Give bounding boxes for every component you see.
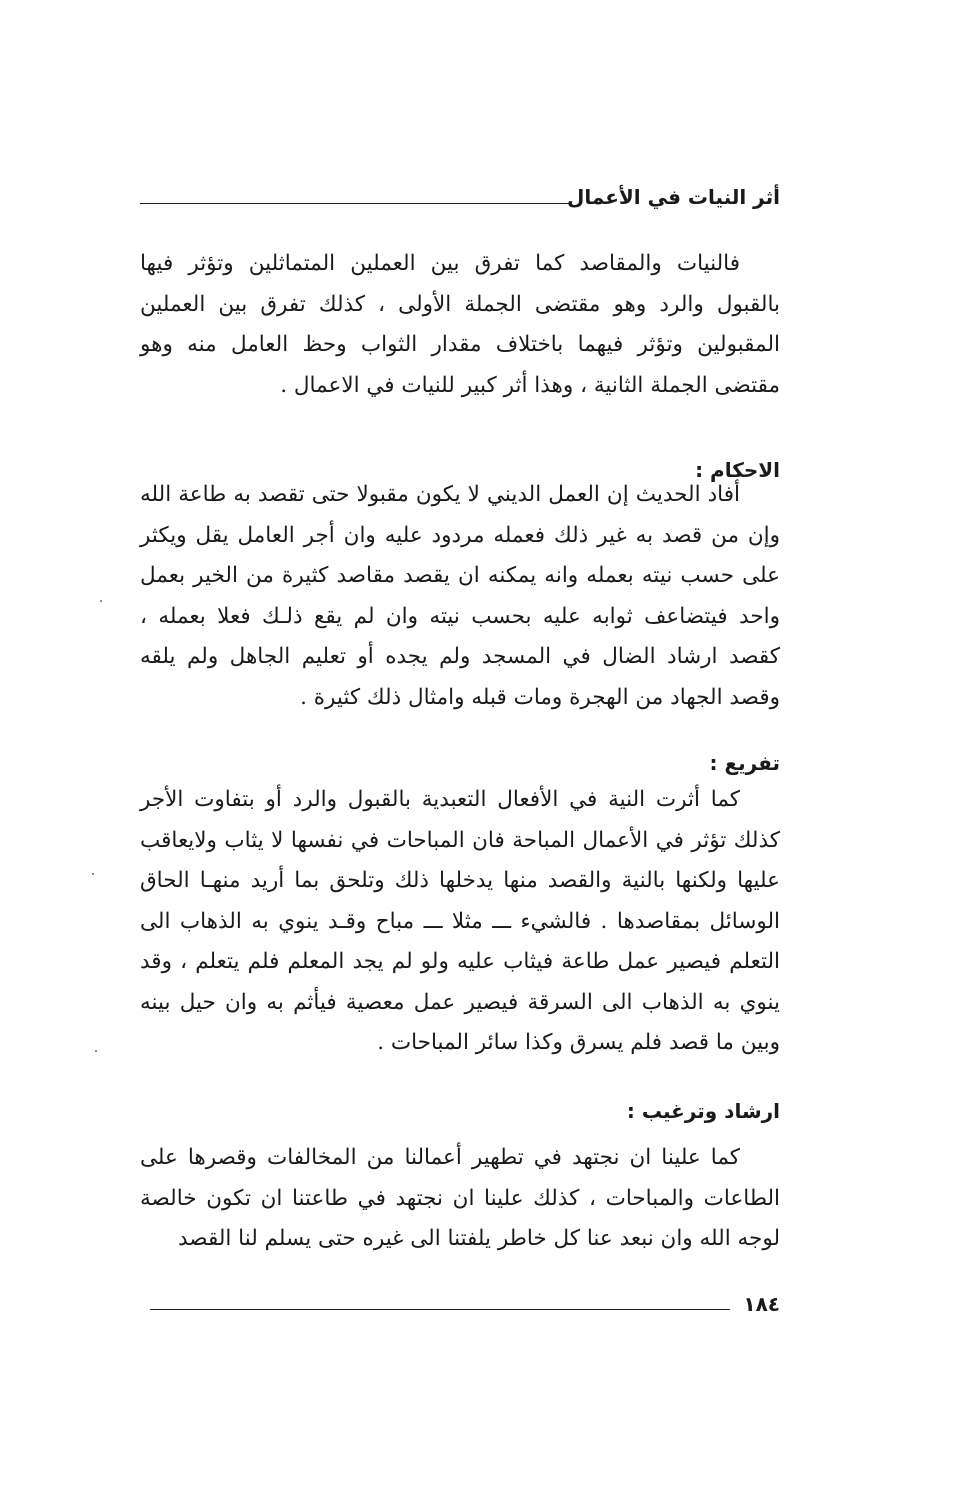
page-footer <box>140 1289 780 1323</box>
scan-speck <box>92 873 94 875</box>
ahkam-paragraph-block <box>140 475 780 718</box>
irshad-paragraph: كما علينا ان نجتهد في تطهير أعمالنا من المخالفات وقصرها على الطاعات والمباحات ، كذلك علينا ان نجتهد في طاعتنا ان تكون خالصة لوجه الله وان نبعد عنا كل خاطر يلفتنا الى غيره حتى يسلم لنا القصد <box>140 1145 780 1251</box>
running-header <box>140 180 780 214</box>
page-number: ١٨٤ <box>743 1292 780 1316</box>
intro-paragraph-block <box>140 244 780 406</box>
tafree-paragraph: كما أثرت النية في الأفعال التعبدية بالقبول والرد أو بتفاوت الأجر كذلك تؤثر في الأعمال المباحة فان المباحات في نفسها لا يثاب ولايعاقب عليها ولكنها بالنية والقصد منها يدخلها ذلك وتلحق بما أريد منهـا الحاق الوسائل بمقاصدها . فالشيء ـــ مثلا ـــ مباح وقـد ينوي به الذهاب الى التعلم فيصير عمل طاعة فيثاب عليه ولو لم يجد المعلم فلم يتعلم ، وقد ينوي به الذهاب الى السرقة فيصير عمل معصية فيأثم به وان حيل بينه وبين ما قصد فلم يسرق وكذا سائر المباحات . <box>140 787 780 1055</box>
scan-speck <box>100 600 102 602</box>
irshad-paragraph-block <box>140 1138 780 1260</box>
scan-speck <box>95 1050 97 1052</box>
ahkam-paragraph: أفاد الحديث إن العمل الديني لا يكون مقبولا حتى تقصد به طاعة الله وإن من قصد به غير ذلك فعمله مردود عليه وان أجر العامل يقل ويكثر على حسب نيته بعمله وانه يمكنه ان يقصد مقاصد كثيرة من الخير بعمل واحد فيتضاعف ثوابه عليه بحسب نيته وان لم يقع ذلـك فعلا بعمله ، كقصد ارشاد الضال في المسجد ولم يجده أو تعليم الجاهل ولم يلقه وقصد الجهاد من الهجرة ومات قبله وامثال ذلك كثيرة . <box>140 482 780 710</box>
footer-rule <box>150 1309 730 1310</box>
section-heading-ahkam: الاحكام : <box>695 458 780 482</box>
running-header-title: أثر النيات في الأعمال <box>566 185 780 209</box>
section-heading-tafree: تفريع : <box>709 751 780 775</box>
header-rule <box>140 203 572 204</box>
section-heading-irshad: ارشاد وترغيب : <box>626 1099 780 1123</box>
tafree-paragraph-block <box>140 780 780 1064</box>
intro-paragraph: فالنيات والمقاصد كما تفرق بين العملين المتماثلين وتؤثر فيها بالقبول والرد وهو مقتضى الجملة الأولى ، كذلك تفرق بين العملين المقبولين وتؤثر فيهما باختلاف مقدار الثواب وحظ العامل منه وهو مقتضى الجملة الثانية ، وهذا أثر كبير للنيات في الاعمال . <box>140 251 780 398</box>
